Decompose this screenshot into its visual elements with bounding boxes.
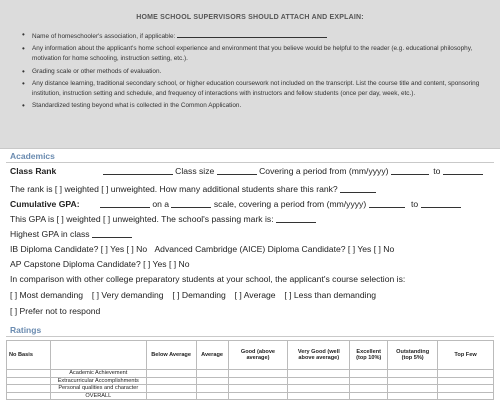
rating-cell[interactable] <box>438 392 494 400</box>
very-demanding-checkbox[interactable]: [ ] Very demanding <box>91 290 164 300</box>
rating-cell[interactable] <box>146 385 196 393</box>
instructions-title: HOME SCHOOL SUPERVISORS SHOULD ATTACH AND EXPLAIN: <box>136 14 364 21</box>
ap-capstone-row <box>10 259 190 269</box>
criterion-label: OVERALL <box>50 392 146 400</box>
ap-no-checkbox[interactable]: [ ] No <box>168 259 190 269</box>
criterion-label: Academic Achievement <box>50 370 146 378</box>
instructions-box <box>0 0 500 149</box>
ib-aice-row <box>10 244 394 254</box>
gpa-is-label: This GPA is <box>10 214 55 224</box>
rating-cell[interactable] <box>228 385 288 393</box>
rank-period-from-field[interactable] <box>391 166 429 175</box>
ratings-heading: Ratings <box>10 325 42 335</box>
ratings-header-row <box>7 341 494 370</box>
col-top-few: Top Few <box>438 341 494 370</box>
col-very-good: Very Good (well above average) <box>288 341 350 370</box>
rank-weighted-checkbox[interactable]: [ ] weighted <box>54 184 99 194</box>
rating-cell[interactable] <box>388 377 438 385</box>
gpa-period-from-field[interactable] <box>369 199 405 208</box>
rating-cell[interactable] <box>7 377 51 385</box>
rating-cell[interactable] <box>196 385 228 393</box>
gpa-weighted-checkbox[interactable]: [ ] weighted <box>56 214 101 224</box>
rank-weighting-row <box>10 184 376 194</box>
association-name-field[interactable] <box>177 30 327 38</box>
passing-mark-field[interactable] <box>276 214 316 223</box>
table-row <box>7 392 494 400</box>
course-selection-options <box>10 290 376 300</box>
rating-cell[interactable] <box>388 370 438 378</box>
rank-period-to-field[interactable] <box>443 166 483 175</box>
scale-covering-label: scale, covering a period from (mm/yyyy) <box>213 199 367 209</box>
col-criteria <box>50 341 146 370</box>
rating-cell[interactable] <box>7 370 51 378</box>
less-than-demanding-checkbox[interactable]: [ ] Less than demanding <box>284 290 377 300</box>
instruction-item: • Any information about the applicant's home school experience and environment that you believe would be helpful to the reader (e.g. educational philosophy, motivation for home schooling, instruction setting, etc.). <box>20 44 480 64</box>
demanding-checkbox[interactable]: [ ] Demanding <box>172 290 226 300</box>
shared-rank-count-field[interactable] <box>340 184 376 193</box>
instruction-item: • Grading scale or other methods of evaluation. <box>20 67 480 77</box>
highest-gpa-row <box>10 229 132 239</box>
col-good: Good (above average) <box>228 341 288 370</box>
rating-cell[interactable] <box>288 370 350 378</box>
col-no-basis: No Basis <box>7 341 51 370</box>
covering-period-label: Covering a period from (mm/yyyy) <box>259 166 389 176</box>
gpa-period-to-field[interactable] <box>421 199 461 208</box>
class-rank-field[interactable] <box>103 166 173 175</box>
ib-yes-checkbox[interactable]: [ ] Yes <box>100 244 125 254</box>
section-divider <box>6 162 494 163</box>
rating-cell[interactable] <box>196 392 228 400</box>
rating-cell[interactable] <box>288 377 350 385</box>
col-outstanding: Outstanding (top 5%) <box>388 341 438 370</box>
aice-yes-checkbox[interactable]: [ ] Yes <box>347 244 372 254</box>
to-label: to <box>410 199 419 209</box>
rating-cell[interactable] <box>228 370 288 378</box>
col-below-average: Below Average <box>146 341 196 370</box>
rank-unweighted-checkbox[interactable]: [ ] unweighted. How many additional students share this rank? <box>101 184 338 194</box>
rating-cell[interactable] <box>288 392 350 400</box>
gpa-unweighted-checkbox[interactable]: [ ] unweighted. The school's passing mark is: <box>103 214 274 224</box>
rating-cell[interactable] <box>146 370 196 378</box>
average-checkbox[interactable]: [ ] Average <box>234 290 276 300</box>
rating-cell[interactable] <box>350 392 388 400</box>
gpa-scale-field[interactable] <box>171 199 211 208</box>
ib-no-checkbox[interactable]: [ ] No <box>126 244 148 254</box>
section-divider <box>6 336 494 337</box>
rating-cell[interactable] <box>388 392 438 400</box>
ratings-table <box>6 340 494 400</box>
class-size-field[interactable] <box>217 166 257 175</box>
rating-cell[interactable] <box>196 377 228 385</box>
cumulative-gpa-row <box>10 199 461 209</box>
rating-cell[interactable] <box>228 392 288 400</box>
comparison-question: In comparison with other college preparatory students at your school, the applicant's course selection is: <box>10 274 406 284</box>
rating-cell[interactable] <box>388 385 438 393</box>
gpa-field[interactable] <box>100 199 150 208</box>
rating-cell[interactable] <box>196 370 228 378</box>
instruction-item: • Name of homeschooler's association, if applicable: <box>20 30 480 42</box>
highest-gpa-field[interactable] <box>92 229 132 238</box>
ap-yes-checkbox[interactable]: [ ] Yes <box>143 259 167 269</box>
highest-gpa-label: Highest GPA in class <box>10 229 90 239</box>
on-a-label: on a <box>152 199 170 209</box>
class-size-label: Class size <box>175 166 215 176</box>
table-row <box>7 370 494 378</box>
rank-is-label: The rank is <box>10 184 53 194</box>
instruction-item: • Standardized testing beyond what is collected in the Common Application. <box>20 101 480 111</box>
aice-no-checkbox[interactable]: [ ] No <box>373 244 395 254</box>
rating-cell[interactable] <box>146 377 196 385</box>
academics-heading: Academics <box>10 151 55 161</box>
class-rank-label: Class Rank <box>10 166 57 176</box>
col-excellent: Excellent (top 10%) <box>350 341 388 370</box>
col-average: Average <box>196 341 228 370</box>
rating-cell[interactable] <box>146 392 196 400</box>
rating-cell[interactable] <box>350 377 388 385</box>
aice-diploma-label: Advanced Cambridge (AICE) Diploma Candidate? <box>154 244 346 254</box>
cumulative-gpa-label: Cumulative GPA: <box>10 199 80 209</box>
instructions-list <box>20 30 480 113</box>
rating-cell[interactable] <box>228 377 288 385</box>
table-row <box>7 385 494 393</box>
criterion-label: Personal qualities and character <box>50 385 146 393</box>
to-label: to <box>433 166 441 176</box>
rating-cell[interactable] <box>438 370 494 378</box>
rating-cell[interactable] <box>7 392 51 400</box>
rating-cell[interactable] <box>438 385 494 393</box>
instruction-item: • Any distance learning, traditional secondary school, or higher education coursework not included on the transcript. List the course title and content, sponsoring institution, instruction setting and schedule, and frequency of interactions with instructors and fellow students (once per day, week, etc.). <box>20 79 480 99</box>
criterion-label: Extracurricular Accomplishments <box>50 377 146 385</box>
rating-cell[interactable] <box>350 385 388 393</box>
rating-cell[interactable] <box>288 385 350 393</box>
gpa-weighting-row <box>10 214 316 224</box>
most-demanding-checkbox[interactable]: [ ] Most demanding <box>10 290 84 300</box>
rating-cell[interactable] <box>438 377 494 385</box>
prefer-not-checkbox[interactable]: [ ] Prefer not to respond <box>10 306 101 316</box>
class-rank-row <box>10 166 483 176</box>
ib-diploma-label: IB Diploma Candidate? <box>10 244 99 254</box>
table-row <box>7 377 494 385</box>
ap-capstone-label: AP Capstone Diploma Candidate? <box>10 259 141 269</box>
rating-cell[interactable] <box>7 385 51 393</box>
rating-cell[interactable] <box>350 370 388 378</box>
